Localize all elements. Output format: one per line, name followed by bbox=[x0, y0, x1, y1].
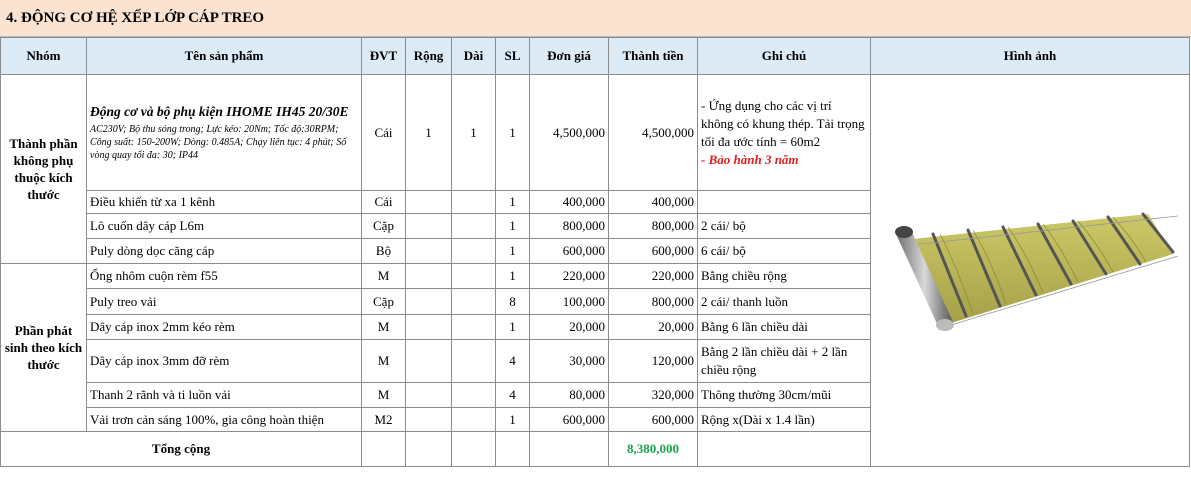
note-text: - Ứng dụng cho các vị trí không có khung thép. Tải trọng tối đa ước tính = 60m2 bbox=[701, 97, 865, 149]
length-cell[interactable]: 1 bbox=[452, 75, 496, 191]
product-cell[interactable]: Puly treo vải bbox=[87, 289, 362, 315]
unit-cell[interactable]: M bbox=[362, 383, 406, 408]
length-cell[interactable] bbox=[452, 264, 496, 289]
note-cell[interactable]: 6 cái/ bộ bbox=[698, 239, 871, 264]
empty-cell[interactable] bbox=[530, 432, 609, 467]
amount-cell[interactable]: 600,000 bbox=[609, 408, 698, 432]
product-spec: AC230V; Bộ thu sóng trong; Lực kéo: 20Nm; Tốc độ:30RPM; Công suất: 150-200W; Dòng: 0.485A; Chạy liên tục: 4 phút; Số vòng quay tối đa: 30; IP44 bbox=[90, 124, 347, 161]
price-cell[interactable]: 80,000 bbox=[530, 383, 609, 408]
length-cell[interactable] bbox=[452, 214, 496, 239]
price-cell[interactable]: 30,000 bbox=[530, 340, 609, 383]
quotation-table bbox=[0, 37, 1190, 467]
header-group[interactable]: Nhóm bbox=[1, 38, 87, 75]
note-cell[interactable]: 2 cái/ thanh luồn bbox=[698, 289, 871, 315]
total-value[interactable]: 8,380,000 bbox=[609, 432, 698, 467]
length-cell[interactable] bbox=[452, 340, 496, 383]
width-cell[interactable]: 1 bbox=[406, 75, 452, 191]
header-product[interactable]: Tên sản phẩm bbox=[87, 38, 362, 75]
price-cell[interactable]: 800,000 bbox=[530, 214, 609, 239]
length-cell[interactable] bbox=[452, 408, 496, 432]
product-cell[interactable]: Ống nhôm cuộn rèm f55 bbox=[87, 264, 362, 289]
length-cell[interactable] bbox=[452, 315, 496, 340]
unit-cell[interactable]: M bbox=[362, 264, 406, 289]
width-cell[interactable] bbox=[406, 239, 452, 264]
qty-cell[interactable]: 1 bbox=[496, 191, 530, 214]
header-image[interactable]: Hình ảnh bbox=[871, 38, 1190, 75]
product-cell[interactable]: Vải trơn cản sáng 100%, gia công hoàn thiện bbox=[87, 408, 362, 432]
qty-cell[interactable]: 1 bbox=[496, 214, 530, 239]
empty-cell[interactable] bbox=[362, 432, 406, 467]
qty-cell[interactable]: 1 bbox=[496, 264, 530, 289]
unit-cell[interactable]: Cặp bbox=[362, 289, 406, 315]
empty-cell[interactable] bbox=[698, 432, 871, 467]
length-cell[interactable] bbox=[452, 383, 496, 408]
product-cell[interactable] bbox=[87, 75, 362, 191]
product-cell[interactable]: Dây cáp inox 2mm kéo rèm bbox=[87, 315, 362, 340]
amount-cell[interactable]: 600,000 bbox=[609, 239, 698, 264]
note-cell[interactable] bbox=[698, 75, 871, 191]
table-row bbox=[1, 75, 1190, 191]
length-cell[interactable] bbox=[452, 289, 496, 315]
note-cell[interactable]: Bằng 2 lần chiều dài + 2 lần chiều rộng bbox=[698, 340, 871, 383]
unit-cell[interactable]: M bbox=[362, 340, 406, 383]
price-cell[interactable]: 220,000 bbox=[530, 264, 609, 289]
note-cell[interactable]: Rộng x(Dài x 1.4 lần) bbox=[698, 408, 871, 432]
product-cell[interactable]: Puly dòng dọc căng cáp bbox=[87, 239, 362, 264]
header-amount[interactable]: Thành tiền bbox=[609, 38, 698, 75]
width-cell[interactable] bbox=[406, 191, 452, 214]
width-cell[interactable] bbox=[406, 408, 452, 432]
product-cell[interactable]: Lô cuốn dây cáp L6m bbox=[87, 214, 362, 239]
group-cell-variable[interactable]: Phần phát sinh theo kích thước bbox=[1, 264, 87, 432]
empty-cell[interactable] bbox=[406, 432, 452, 467]
warranty-note: - Bảo hành 3 năm bbox=[701, 151, 799, 167]
unit-cell[interactable]: M2 bbox=[362, 408, 406, 432]
width-cell[interactable] bbox=[406, 264, 452, 289]
width-cell[interactable] bbox=[406, 315, 452, 340]
unit-cell[interactable]: Cái bbox=[362, 191, 406, 214]
qty-cell[interactable]: 4 bbox=[496, 383, 530, 408]
amount-cell[interactable]: 400,000 bbox=[609, 191, 698, 214]
width-cell[interactable] bbox=[406, 214, 452, 239]
note-cell[interactable] bbox=[698, 191, 871, 214]
unit-cell[interactable]: M bbox=[362, 315, 406, 340]
qty-cell[interactable]: 4 bbox=[496, 340, 530, 383]
amount-cell[interactable]: 220,000 bbox=[609, 264, 698, 289]
price-cell[interactable]: 20,000 bbox=[530, 315, 609, 340]
total-label[interactable]: Tổng cộng bbox=[1, 432, 362, 467]
price-cell[interactable]: 600,000 bbox=[530, 408, 609, 432]
width-cell[interactable] bbox=[406, 340, 452, 383]
amount-cell[interactable]: 120,000 bbox=[609, 340, 698, 383]
note-cell[interactable]: 2 cái/ bộ bbox=[698, 214, 871, 239]
unit-cell[interactable]: Cái bbox=[362, 75, 406, 191]
note-cell[interactable]: Thông thường 30cm/mũi bbox=[698, 383, 871, 408]
header-qty[interactable]: SL bbox=[496, 38, 530, 75]
unit-cell[interactable]: Bộ bbox=[362, 239, 406, 264]
qty-cell[interactable]: 1 bbox=[496, 315, 530, 340]
group-cell-fixed[interactable]: Thành phần không phụ thuộc kích thước bbox=[1, 75, 87, 264]
price-cell[interactable]: 600,000 bbox=[530, 239, 609, 264]
amount-cell[interactable]: 800,000 bbox=[609, 289, 698, 315]
length-cell[interactable] bbox=[452, 239, 496, 264]
section-title: 4. ĐỘNG CƠ HỆ XẾP LỚP CÁP TREO bbox=[0, 0, 1191, 37]
header-note[interactable]: Ghi chú bbox=[698, 38, 871, 75]
empty-cell[interactable] bbox=[452, 432, 496, 467]
header-price[interactable]: Đơn giá bbox=[530, 38, 609, 75]
header-width[interactable]: Rộng bbox=[406, 38, 452, 75]
amount-cell[interactable]: 800,000 bbox=[609, 214, 698, 239]
note-cell[interactable]: Bằng 6 lần chiều dài bbox=[698, 315, 871, 340]
product-cell[interactable]: Dây cáp inox 3mm đỡ rèm bbox=[87, 340, 362, 383]
qty-cell[interactable]: 1 bbox=[496, 75, 530, 191]
price-cell[interactable]: 400,000 bbox=[530, 191, 609, 214]
note-cell[interactable]: Bằng chiều rộng bbox=[698, 264, 871, 289]
header-unit[interactable]: ĐVT bbox=[362, 38, 406, 75]
awning-illustration-icon bbox=[878, 194, 1183, 344]
unit-cell[interactable]: Cặp bbox=[362, 214, 406, 239]
qty-cell[interactable]: 1 bbox=[496, 408, 530, 432]
length-cell[interactable] bbox=[452, 191, 496, 214]
amount-cell[interactable]: 4,500,000 bbox=[609, 75, 698, 191]
empty-cell[interactable] bbox=[496, 432, 530, 467]
price-cell[interactable]: 4,500,000 bbox=[530, 75, 609, 191]
qty-cell[interactable]: 8 bbox=[496, 289, 530, 315]
amount-cell[interactable]: 20,000 bbox=[609, 315, 698, 340]
amount-cell[interactable]: 320,000 bbox=[609, 383, 698, 408]
product-name: Động cơ và bộ phụ kiện IHOME IH45 20/30E bbox=[90, 104, 349, 119]
header-length[interactable]: Dài bbox=[452, 38, 496, 75]
product-cell[interactable]: Điều khiển từ xa 1 kênh bbox=[87, 191, 362, 214]
width-cell[interactable] bbox=[406, 289, 452, 315]
product-image-cell[interactable] bbox=[871, 75, 1190, 467]
qty-cell[interactable]: 1 bbox=[496, 239, 530, 264]
product-cell[interactable]: Thanh 2 rãnh và ti luồn vải bbox=[87, 383, 362, 408]
width-cell[interactable] bbox=[406, 383, 452, 408]
header-row bbox=[1, 38, 1190, 75]
price-cell[interactable]: 100,000 bbox=[530, 289, 609, 315]
